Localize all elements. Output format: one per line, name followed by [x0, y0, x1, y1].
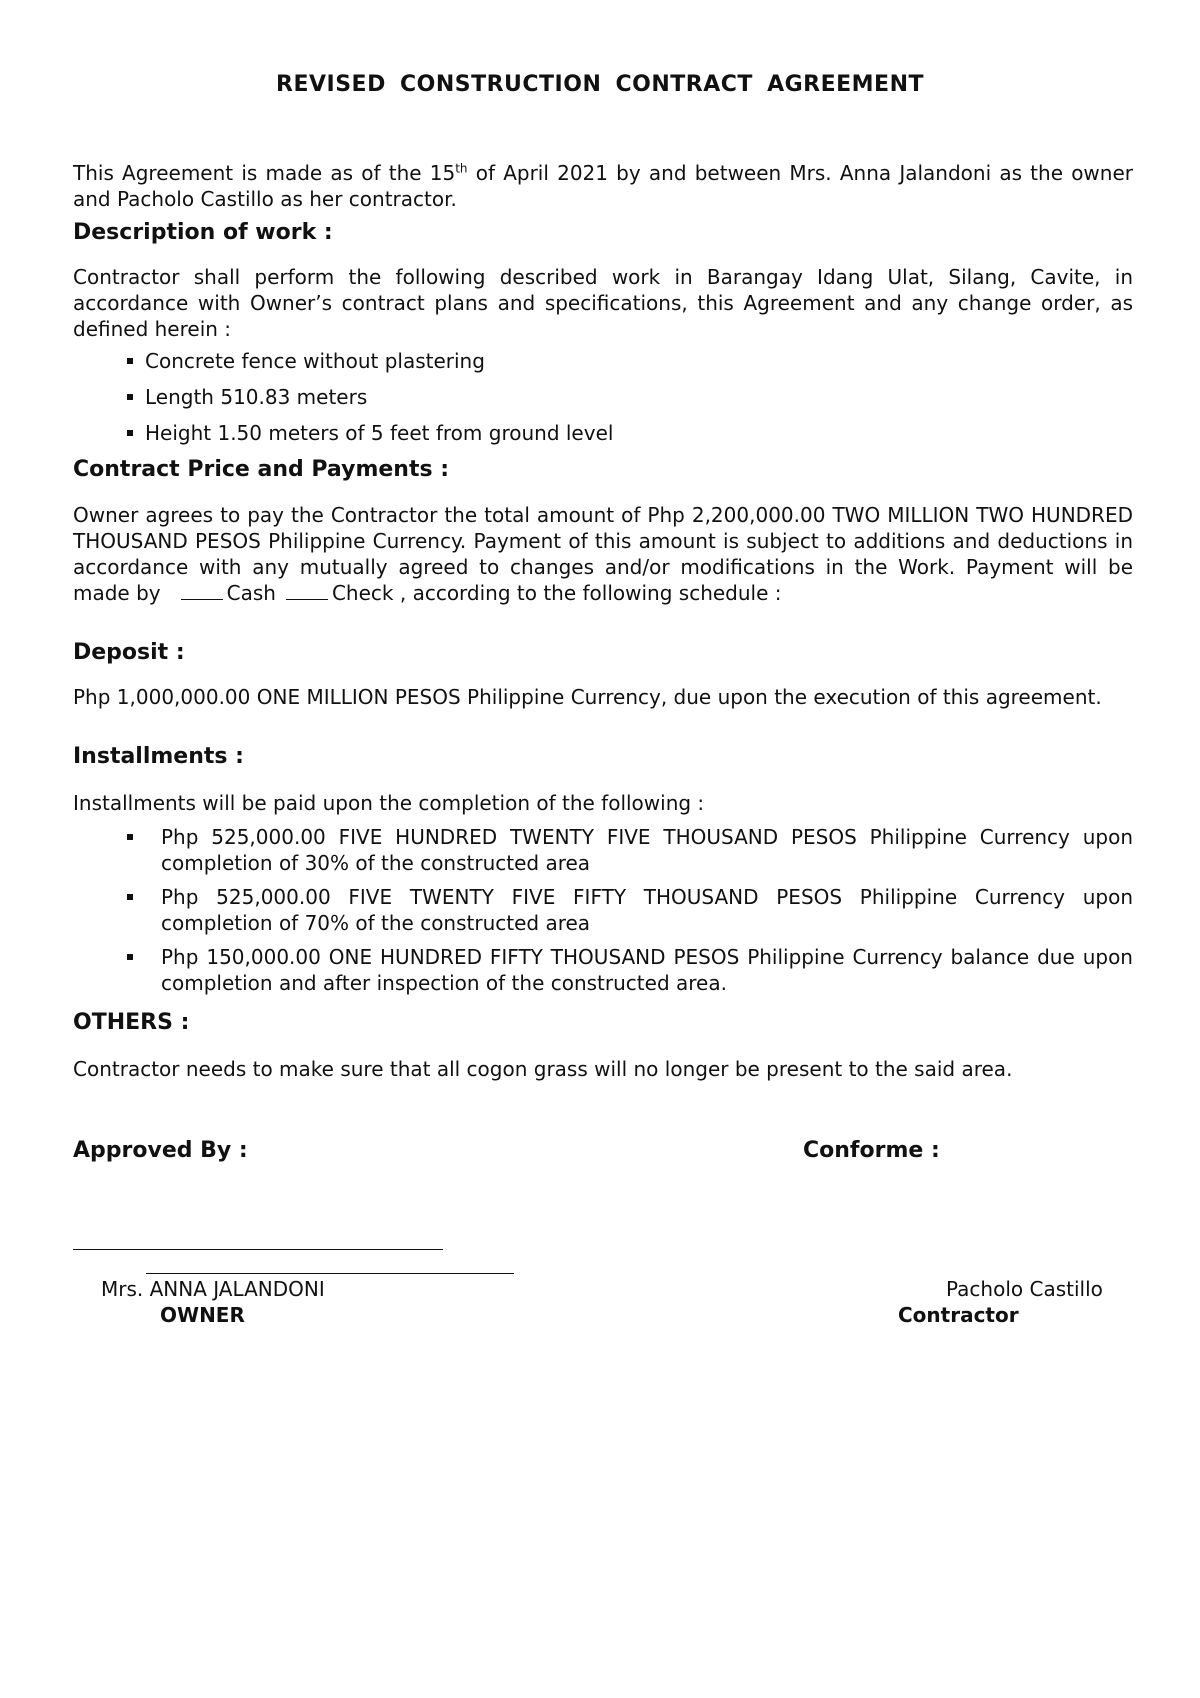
- list-item: Length 510.83 meters: [73, 384, 1133, 410]
- contractor-name: Pacholo Castillo: [946, 1277, 1103, 1301]
- contract-price-body: Owner agrees to pay the Contractor the total amount of Php 2,200,000.00 TWO MILLION TWO HUNDRED THOUSAND PESOS Philippine Currency. Payment of this amount is subject to additions and deductions in accordance with any mutually agreed to changes and/or modifications in the Work. Payment will be made by: [73, 503, 1133, 605]
- approved-by-label: Approved By :: [73, 1138, 248, 1163]
- document-title: REVISED CONSTRUCTION CONTRACT AGREEMENT: [276, 72, 924, 97]
- cash-label: Cash: [226, 581, 276, 605]
- conforme-label: Conforme :: [803, 1138, 940, 1163]
- installments-heading: Installments :: [73, 744, 244, 769]
- contract-price-heading: Contract Price and Payments :: [73, 457, 450, 482]
- deposit-heading: Deposit :: [73, 640, 185, 665]
- description-text: Contractor shall perform the following described work in Barangay Idang Ulat, Silang, Cavite, in accordance with Owner’s contract plans and specifications, this Agreement and any change order, as defined herein :: [73, 265, 1133, 341]
- others-text: Contractor needs to make sure that all cogon grass will no longer be present to the said area.: [73, 1057, 1013, 1081]
- description-heading: Description of work :: [73, 220, 333, 245]
- cash-blank: [181, 599, 223, 600]
- intro-ordinal-suffix: th: [455, 161, 468, 176]
- check-blank: [286, 599, 328, 600]
- contractor-role: Contractor: [898, 1303, 1019, 1327]
- installments-list: [73, 824, 1133, 1004]
- deposit-text: Php 1,000,000.00 ONE MILLION PESOS Philippine Currency, due upon the execution of this agreement.: [73, 685, 1102, 709]
- list-item: Concrete fence without plastering: [73, 348, 1133, 374]
- list-item: Height 1.50 meters of 5 feet from ground level: [73, 420, 1133, 446]
- others-heading: OTHERS :: [73, 1010, 190, 1035]
- list-item: Php 525,000.00 FIVE TWENTY FIVE FIFTY THOUSAND PESOS Philippine Currency upon completion of 70% of the constructed area: [73, 884, 1133, 936]
- owner-name-line: [146, 1273, 514, 1274]
- installments-text: Installments will be paid upon the completion of the following :: [73, 791, 705, 815]
- intro-text-end: of April 2021 by and between Mrs. Anna Jalandoni as the owner and Pacholo Castillo as her contractor.: [73, 161, 1133, 211]
- work-items-list: [73, 348, 1133, 456]
- owner-signature-line: [73, 1249, 443, 1250]
- check-label: Check , according to the following schedule :: [331, 581, 782, 605]
- owner-role: OWNER: [160, 1303, 245, 1327]
- intro-text-start: This Agreement is made as of the 15: [73, 161, 456, 185]
- list-item: Php 525,000.00 FIVE HUNDRED TWENTY FIVE THOUSAND PESOS Philippine Currency upon completion of 30% of the constructed area: [73, 824, 1133, 876]
- intro-paragraph: [73, 160, 1133, 212]
- contract-price-text: [73, 502, 1133, 606]
- owner-name: Mrs. ANNA JALANDONI: [101, 1277, 325, 1301]
- list-item: Php 150,000.00 ONE HUNDRED FIFTY THOUSAND PESOS Philippine Currency balance due upon completion and after inspection of the constructed area.: [73, 944, 1133, 996]
